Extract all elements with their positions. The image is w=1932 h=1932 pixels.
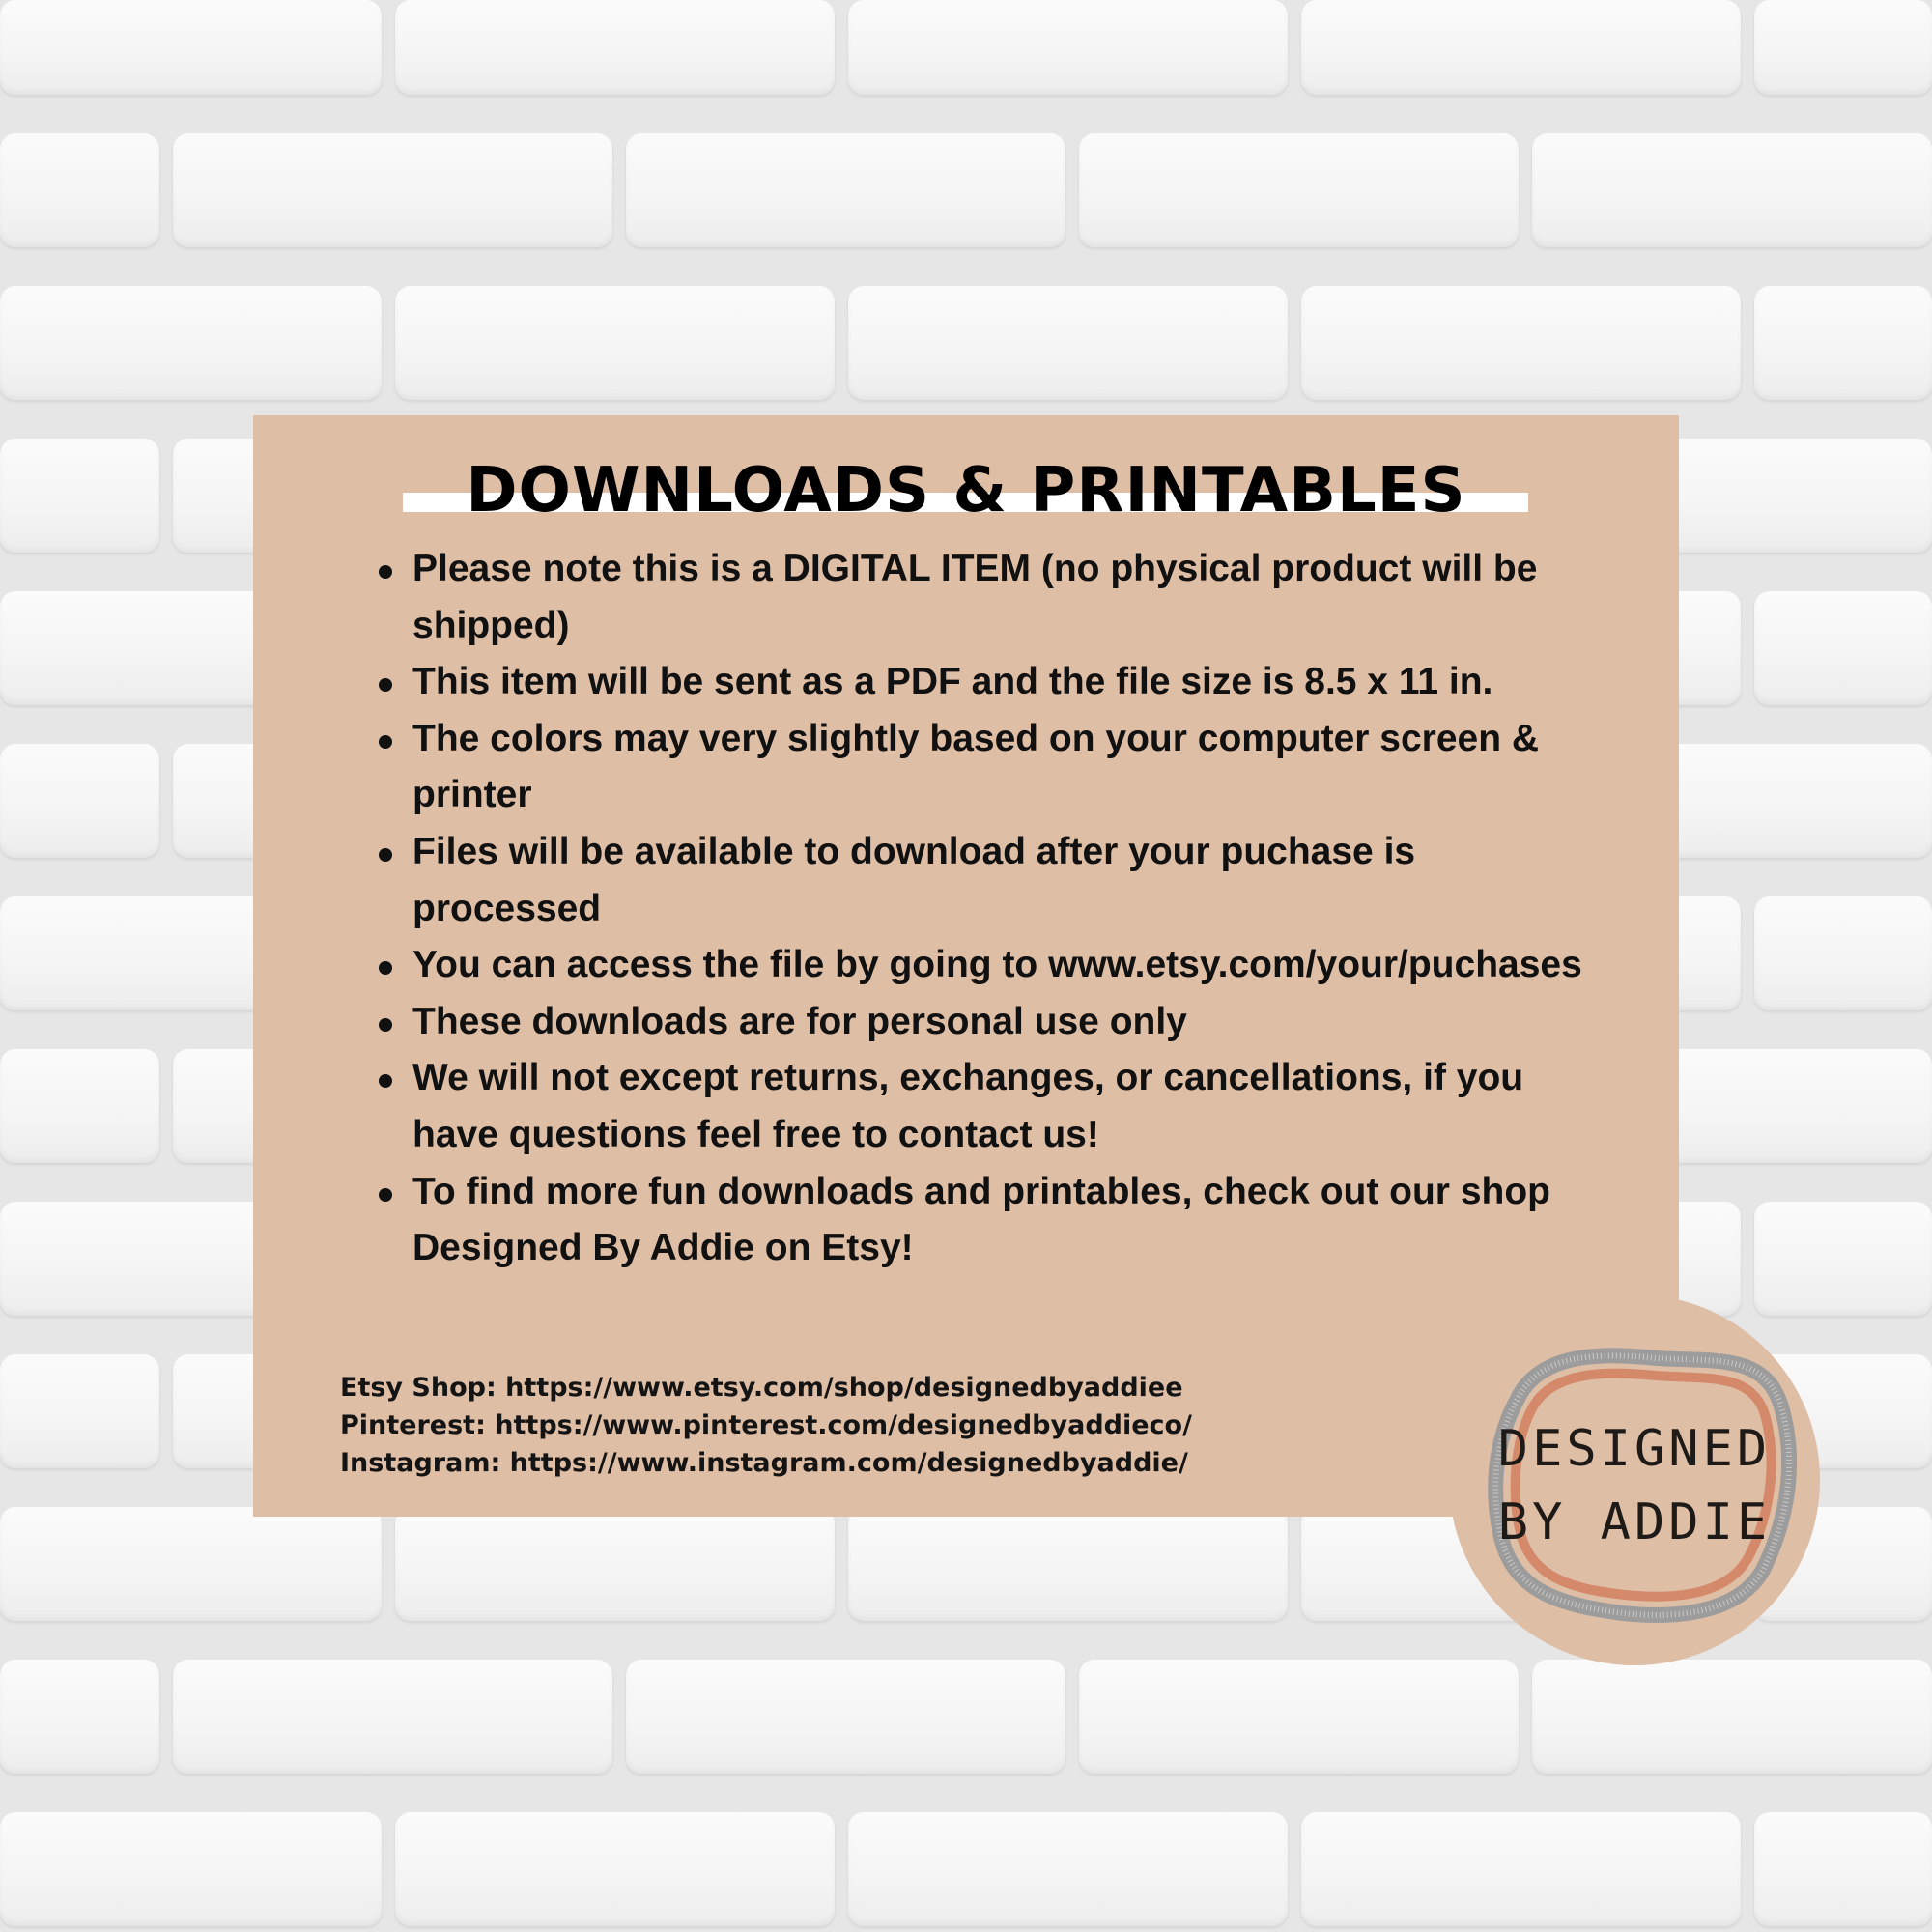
wall-brick (395, 286, 835, 400)
list-item: You can access the file by going to www.etsy.com/your/puchases (379, 937, 1586, 994)
wall-brick (1532, 133, 1932, 247)
wall-brick (0, 1507, 382, 1621)
instagram-link[interactable]: Instagram: https://www.instagram.com/designedbyaddie/ (340, 1448, 1188, 1478)
list-item: These downloads are for personal use only (379, 994, 1586, 1051)
logo-line-2: BY ADDIE (1497, 1493, 1772, 1551)
wall-brick (1754, 286, 1932, 400)
wall-brick (0, 1812, 382, 1926)
wall-brick (0, 1049, 159, 1163)
wall-brick (395, 1812, 835, 1926)
list-item: Files will be available to download after your puchase is processed (379, 824, 1586, 937)
card-title-text: DOWNLOADS & PRINTABLES (466, 455, 1466, 526)
wall-brick (1079, 1660, 1519, 1774)
wall-brick (0, 439, 159, 553)
designed-by-addie-logo (1449, 1294, 1820, 1665)
wall-brick (1079, 133, 1519, 247)
wall-brick (1754, 591, 1932, 705)
wall-brick (1754, 1812, 1932, 1926)
etsy-shop-link[interactable]: Etsy Shop: https://www.etsy.com/shop/designedbyaddiee (340, 1373, 1183, 1403)
wall-brick (1754, 896, 1932, 1010)
wall-brick (173, 133, 612, 247)
wall-brick (1532, 1660, 1932, 1774)
list-item: Please note this is a DIGITAL ITEM (no physical product will be shipped) (379, 541, 1586, 654)
wall-brick (0, 0, 382, 95)
wall-brick (0, 133, 159, 247)
wall-brick (0, 1660, 159, 1774)
list-item: The colors may very slightly based on your computer screen & printer (379, 711, 1586, 824)
wall-brick (395, 1507, 835, 1621)
social-links (340, 1369, 1306, 1482)
wall-brick (395, 0, 835, 95)
wall-brick (1301, 1812, 1741, 1926)
wall-brick (0, 286, 382, 400)
list-item: This item will be sent as a PDF and the file size is 8.5 x 11 in. (379, 654, 1586, 711)
wall-brick (848, 0, 1288, 95)
wall-brick (173, 1660, 612, 1774)
logo-ring-icon (1449, 1294, 1820, 1665)
wall-brick (1754, 0, 1932, 95)
wall-brick (0, 744, 159, 858)
wall-brick (626, 1660, 1065, 1774)
wall-brick (848, 1812, 1288, 1926)
wall-brick (626, 133, 1065, 247)
card-title (253, 456, 1679, 526)
pinterest-link[interactable]: Pinterest: https://www.pinterest.com/designedbyaddieco/ (340, 1410, 1192, 1440)
list-item: To find more fun downloads and printables, check out our shop Designed By Addie on Etsy! (379, 1164, 1586, 1277)
info-list (379, 541, 1586, 1277)
wall-brick (1301, 0, 1741, 95)
logo-line-1: DESIGNED (1497, 1420, 1772, 1478)
list-item: We will not except returns, exchanges, or cancellations, if you have questions feel free to contact us! (379, 1050, 1586, 1163)
wall-brick (848, 286, 1288, 400)
wall-brick (1301, 286, 1741, 400)
wall-brick (0, 1354, 159, 1468)
wall-brick (848, 1507, 1288, 1621)
